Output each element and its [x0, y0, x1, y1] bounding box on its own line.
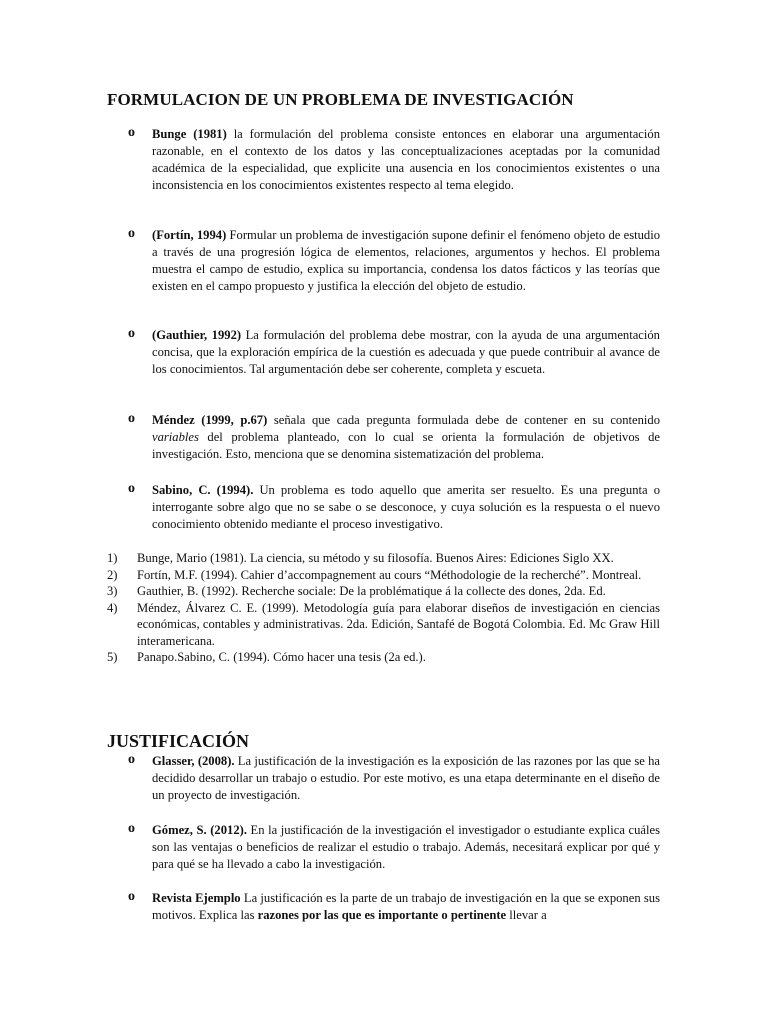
paragraph: [152, 753, 660, 804]
bold-phrase: razones por las que es importante o pertinente: [257, 908, 507, 922]
paragraph-text: la formulación del problema consiste entonces en elaborar una argumentación razonable, en el contexto de los datos y las conceptualizaciones aceptadas por la comunidad académica de la especialidad, que explicite una ausencia en los conocimientos existentes o una inconsistencia en los conocimientos existentes respecto al tema elegido.: [152, 127, 660, 192]
paragraph-text: Un problema es todo aquello que amerita ser resuelto. Es una pregunta o interrogante sobre algo que no se sabe o se desconoce, y cuya solución es la respuesta o el nuevo conocimiento obtenido mediante el proceso investigativo.: [152, 483, 660, 531]
paragraph: [152, 822, 660, 873]
bullet-marker: o: [128, 821, 135, 836]
justificacion-bullet-list-3: [128, 890, 660, 924]
citation-author: Gómez, S. (2012).: [152, 823, 247, 837]
citation-author: Bunge (1981): [152, 127, 227, 141]
citation-author: Sabino, C. (1994).: [152, 483, 254, 497]
paragraph-text: La justificación es la parte de un trabajo de investigación en la que se exponen sus motivos. Explica las: [152, 891, 660, 922]
formulacion-bullet-list-5: [128, 482, 660, 533]
paragraph-text: La justificación de la investigación es la exposición de las razones por las que se ha decidido desarrollar un trabajo o estudio. Por este motivo, es una etapa determinante en el diseño de un proyecto de investigación.: [152, 754, 660, 802]
list-item: [128, 327, 660, 378]
reference-text: Fortín, M.F. (1994). Cahier d’accompagnement au cours “Méthodologie de la recherché”. Montreal.: [137, 567, 642, 582]
paragraph: [152, 890, 660, 924]
list-item: [128, 890, 660, 924]
citation-author: Glasser, (2008).: [152, 754, 235, 768]
citation-author: (Gauthier, 1992): [152, 328, 242, 342]
italic-term: variables: [152, 430, 199, 444]
formulacion-bullet-list-4: [128, 412, 660, 463]
paragraph-text: señala que cada pregunta formulada debe de contener en su contenido: [267, 413, 661, 427]
references-list: [107, 550, 660, 666]
paragraph: [152, 126, 660, 194]
paragraph-text: llevar a: [506, 908, 547, 922]
reference-text: Gauthier, B. (1992). Recherche sociale: De la problématique á la collecte des dones, 2da. Ed.: [137, 584, 606, 598]
bullet-marker: o: [128, 326, 135, 341]
list-item: [128, 482, 660, 533]
reference-number: 5): [107, 650, 118, 664]
bullet-marker: o: [128, 411, 135, 426]
reference-text: Panapo.Sabino, C. (1994). Cómo hacer una tesis (2a ed.).: [137, 650, 426, 664]
bullet-marker: o: [128, 125, 135, 140]
section-title-justificacion: JUSTIFICACIÓN: [107, 731, 250, 751]
reference-text: Méndez, Álvarez C. E. (1999). Metodología guía para elaborar diseños de investigación en ciencias económicas, contables y administrativas. 2da. Edición, Santafé de Bogotá Colombia. Ed. Mc Graw Hill interamericana.: [137, 600, 660, 648]
bullet-marker: o: [128, 226, 135, 241]
reference-item: [107, 583, 660, 600]
section-title-formulacion: FORMULACION DE UN PROBLEMA DE INVESTIGACIÓN: [107, 90, 574, 109]
paragraph-text: Formular un problema de investigación supone definir el fenómeno objeto de estudio a través de una progresión lógica de elementos, relaciones, argumentos y hechos. El problema muestra el campo de estudio, explica su importancia, condensa los datos fácticos y las teorías que existen en el campo propuesto y justifica la elección del objeto de estudio.: [152, 228, 661, 293]
reference-item: [107, 567, 660, 584]
paragraph-text: del problema planteado, con lo cual se orienta la formulación de objetivos de investigación. Esto, menciona que se denomina sistematización del problema.: [152, 430, 660, 461]
paragraph-text: En la justificación de la investigación el investigador o estudiante explica cuáles son las ventajas o beneficios de realizar el estudio o trabajo. Además, necesitará explicar por qué y para qué se ha llevado a cabo la investigación.: [152, 823, 660, 871]
reference-number: 4): [107, 600, 118, 615]
paragraph: [152, 412, 660, 463]
reference-item: [107, 550, 660, 567]
paragraph: [152, 327, 660, 378]
paragraph: [152, 482, 660, 533]
formulacion-bullet-list-2: [128, 227, 660, 295]
bullet-marker: o: [128, 481, 135, 496]
reference-item: [107, 600, 660, 650]
reference-number: 1): [107, 551, 118, 565]
reference-item: [107, 649, 660, 666]
list-item: [128, 227, 660, 295]
justificacion-bullet-list-2: [128, 822, 660, 873]
citation-author: Revista Ejemplo: [152, 891, 241, 905]
reference-text: Bunge, Mario (1981). La ciencia, su método y su filosofía. Buenos Aires: Ediciones Siglo XX.: [137, 551, 614, 565]
citation-author: (Fortín, 1994): [152, 228, 227, 242]
list-item: [128, 126, 660, 194]
reference-number: 2): [107, 567, 118, 582]
reference-number: 3): [107, 584, 118, 598]
justificacion-bullet-list: [128, 753, 660, 804]
paragraph-text: La formulación del problema debe mostrar, con la ayuda de una argumentación concisa, que la exploración empírica de la cuestión es adecuada y que puede contribuir al avance de los conocimientos. Tal argumentación debe ser coherente, completa y escueta.: [152, 328, 660, 376]
list-item: [128, 412, 660, 463]
citation-author: Méndez (1999, p.67): [152, 413, 268, 427]
list-item: [128, 822, 660, 873]
formulacion-bullet-list-3: [128, 327, 660, 378]
paragraph: [152, 227, 660, 295]
bullet-marker: o: [128, 889, 135, 904]
bullet-marker: o: [128, 752, 135, 767]
list-item: [128, 753, 660, 804]
formulacion-bullet-list: [128, 126, 660, 194]
